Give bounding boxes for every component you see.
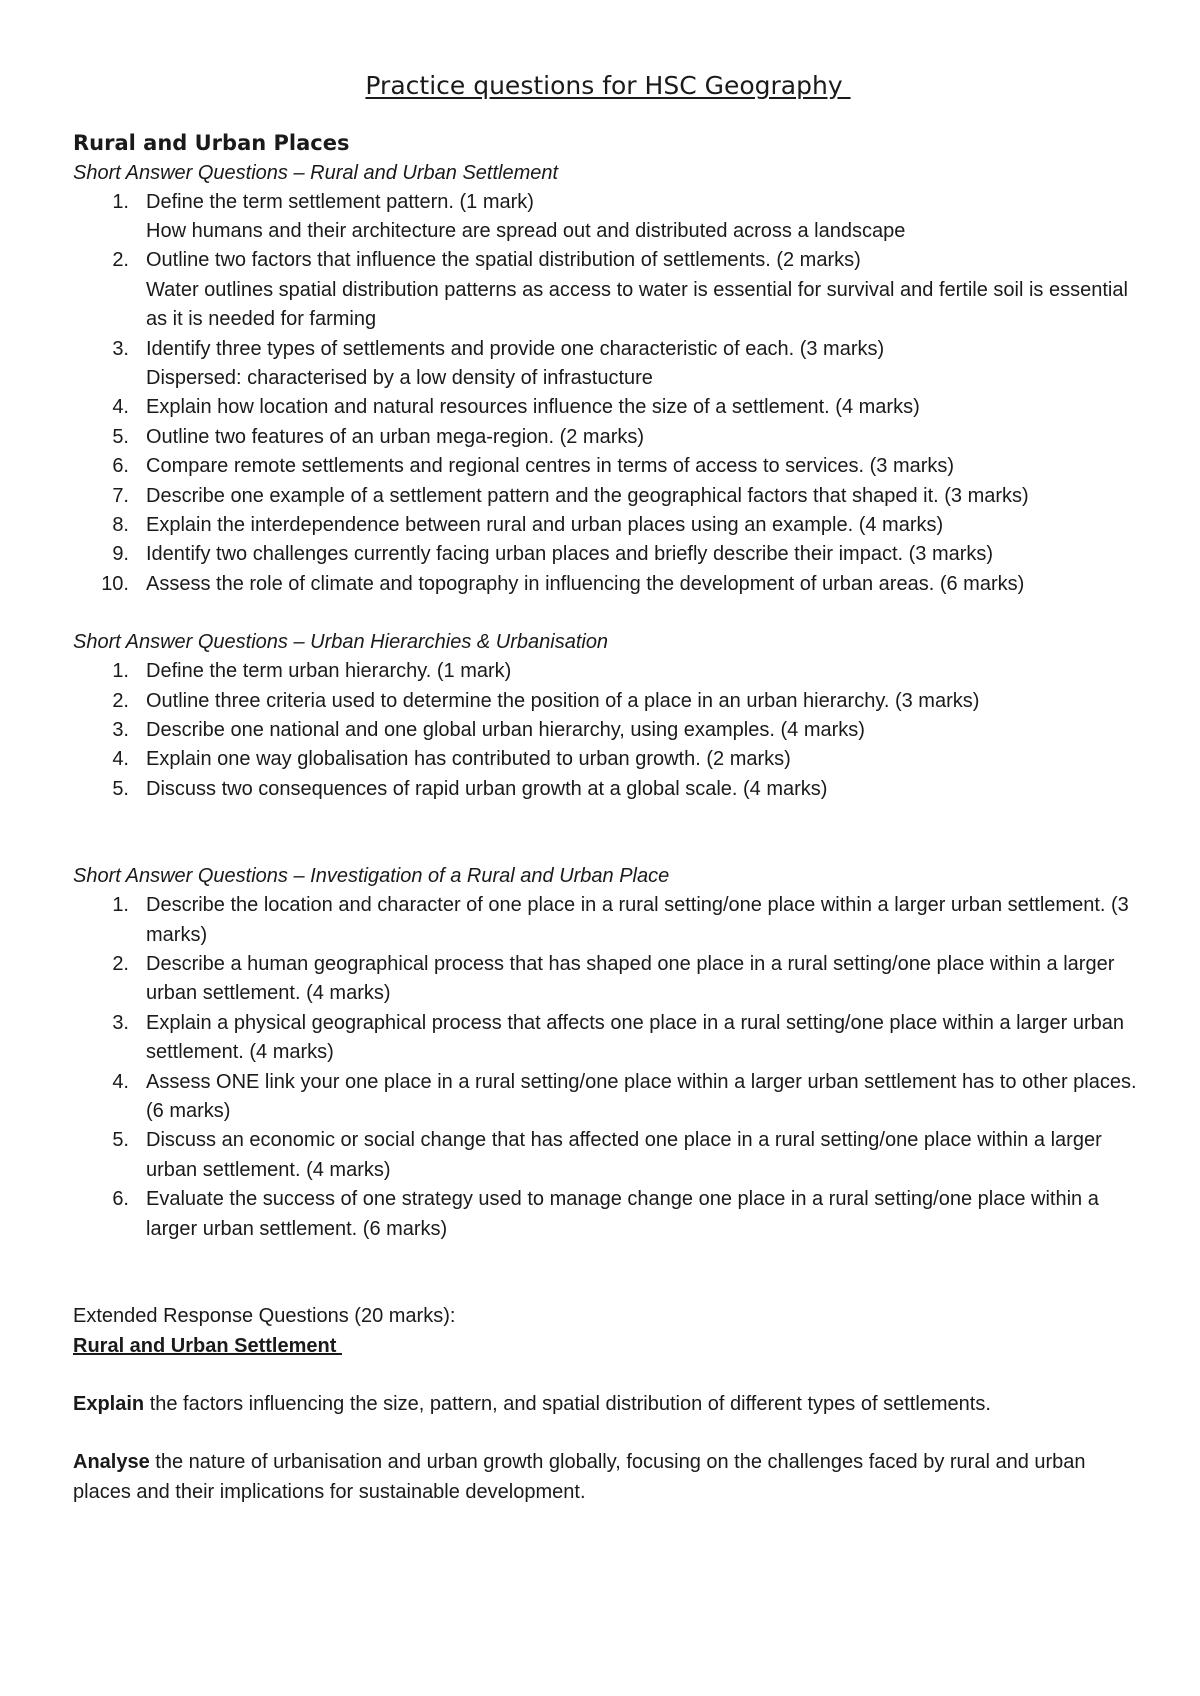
question-text: Explain the interdependence between rural and urban places using an example. (4 marks) (146, 513, 944, 536)
question-number: 8. (112, 513, 129, 536)
answer-text: Water outlines spatial distribution patterns as access to water is essential for survival and fertile soil is essential as it is needed for farming (146, 278, 1128, 331)
question-number: 5. (112, 425, 129, 448)
answer-text: Dispersed: characterised by a low density of infrastucture (146, 366, 653, 389)
answer-text: How humans and their architecture are spread out and distributed across a landscape (146, 219, 906, 242)
question-list-hierarchies (73, 657, 1143, 804)
spacer (73, 1361, 1143, 1390)
question-item (73, 775, 1143, 804)
question-number: 4. (112, 396, 129, 419)
question-text: Discuss two consequences of rapid urban growth at a global scale. (4 marks) (146, 777, 828, 800)
question-item (73, 716, 1143, 745)
spacer (73, 804, 1143, 862)
essay-verb: Analyse (73, 1451, 150, 1474)
question-number: 10. (101, 572, 129, 595)
question-text: Identify three types of settlements and provide one characteristic of each. (3 marks) (146, 337, 885, 360)
question-text: Discuss an economic or social change that has affected one place in a rural setting/one place within a larger urban settlement. (4 marks) (146, 1129, 1102, 1181)
question-item (73, 657, 1143, 686)
question-number: 4. (112, 1070, 129, 1093)
essay-verb: Explain (73, 1392, 145, 1415)
question-list-investigation (73, 891, 1143, 1244)
question-text: Define the term urban hierarchy. (1 mark) (146, 660, 512, 683)
question-number: 3. (112, 719, 129, 741)
essay-text: the factors influencing the size, pattern, and spatial distribution of different types of settlements. (144, 1392, 991, 1415)
question-number: 1. (112, 894, 129, 917)
question-item (73, 393, 1143, 422)
question-text: Evaluate the success of one strategy used to manage change one place in a rural setting/one place within a larger urban settlement. (6 marks) (146, 1188, 1099, 1240)
question-item (73, 188, 1143, 247)
question-number: 1. (112, 190, 129, 213)
question-item (73, 1068, 1143, 1127)
question-item (73, 540, 1143, 569)
question-list-settlement (73, 188, 1143, 600)
question-item (73, 423, 1143, 452)
question-item (73, 891, 1143, 950)
question-number: 3. (112, 1011, 129, 1034)
question-item (73, 570, 1143, 599)
subheading-investigation: Short Answer Questions – Investigation of a Rural and Urban Place (73, 865, 670, 888)
question-text: Describe one example of a settlement pattern and the geographical factors that shaped it. (3 marks) (146, 484, 1029, 507)
essay-question (73, 1390, 1143, 1419)
question-item (73, 1185, 1143, 1244)
question-number: 9. (112, 543, 129, 566)
question-text: Describe a human geographical process that has shaped one place in a rural setting/one place within a larger urban settlement. (4 marks) (146, 953, 1115, 1005)
question-text: Assess the role of climate and topography in influencing the development of urban areas. (6 marks) (146, 572, 1025, 595)
question-text: Outline two factors that influence the spatial distribution of settlements. (2 marks) (146, 249, 861, 272)
question-text: Explain one way globalisation has contributed to urban growth. (2 marks) (146, 748, 791, 771)
question-item (73, 246, 1143, 334)
extended-response-heading: Extended Response Questions (20 marks): (73, 1305, 456, 1328)
question-item (73, 335, 1143, 394)
question-item (73, 482, 1143, 511)
question-item (73, 745, 1143, 774)
question-text: Compare remote settlements and regional centres in terms of access to services. (3 marks) (146, 455, 955, 478)
question-item (73, 1009, 1143, 1068)
question-text: Outline two features of an urban mega-region. (2 marks) (146, 425, 645, 448)
question-text: Identify two challenges currently facing urban places and briefly describe their impact. (3 marks) (146, 543, 994, 566)
question-number: 2. (112, 953, 129, 976)
essay-question (73, 1448, 1143, 1507)
question-text: Define the term settlement pattern. (1 mark) (146, 190, 534, 213)
question-number: 5. (112, 777, 129, 800)
spacer (73, 1419, 1143, 1448)
document-title: Practice questions for HSC Geography (365, 71, 851, 100)
question-number: 7. (112, 484, 129, 507)
subheading-rural-urban-settlement: Short Answer Questions – Rural and Urban Settlement (73, 161, 559, 184)
question-text: Explain how location and natural resources influence the size of a settlement. (4 marks) (146, 396, 920, 419)
question-text: Explain a physical geographical process that affects one place in a rural setting/one place within a larger urban settlement. (4 marks) (146, 1011, 1124, 1064)
question-text: Describe the location and character of one place in a rural setting/one place within a larger urban settlement. (3 marks) (146, 894, 1129, 946)
question-number: 1. (112, 660, 129, 683)
subheading-urban-hierarchies: Short Answer Questions – Urban Hierarchies & Urbanisation (73, 631, 609, 654)
question-number: 2. (112, 689, 129, 712)
question-text: Assess ONE link your one place in a rural setting/one place within a larger urban settlement has to other places. (6 marks) (146, 1070, 1137, 1123)
question-item (73, 950, 1143, 1009)
essay-text: the nature of urbanisation and urban growth globally, focusing on the challenges faced by rural and urban places and their implications for sustainable development. (73, 1451, 1086, 1503)
spacer (73, 599, 1143, 628)
question-text: Outline three criteria used to determine the position of a place in an urban hierarchy. (3 marks) (146, 689, 980, 712)
spacer (73, 1244, 1143, 1302)
question-item (73, 452, 1143, 481)
question-text: Describe one national and one global urban hierarchy, using examples. (4 marks) (146, 719, 865, 741)
question-item (73, 511, 1143, 540)
question-number: 2. (112, 249, 129, 272)
section-heading: Rural and Urban Places (73, 130, 350, 155)
question-number: 5. (112, 1129, 129, 1152)
question-item (73, 687, 1143, 716)
question-number: 6. (112, 1188, 129, 1211)
document-page (73, 70, 1143, 1507)
question-number: 6. (112, 455, 129, 478)
question-number: 3. (112, 337, 129, 360)
question-number: 4. (112, 748, 129, 771)
question-item (73, 1126, 1143, 1185)
extended-response-topic: Rural and Urban Settlement (73, 1334, 342, 1357)
